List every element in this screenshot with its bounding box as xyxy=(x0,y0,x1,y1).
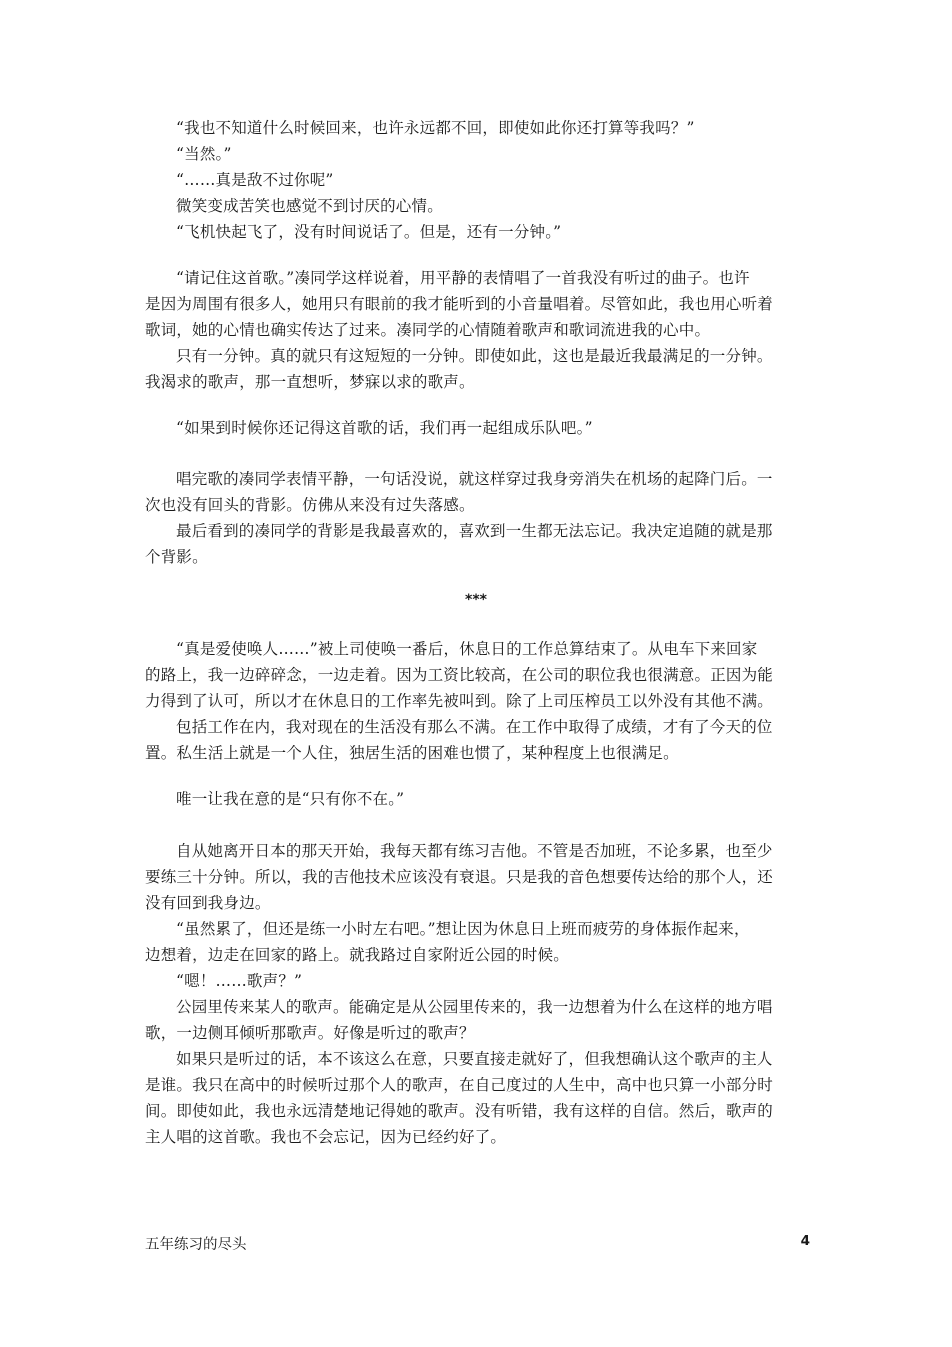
paragraph-line: 歌，一边侧耳倾听那歌声。好像是听过的歌声？ xyxy=(145,1024,475,1042)
paragraph-line: 歌词，她的心情也确实传达了过来。凑同学的心情随着歌声和歌词流进我的心中。 xyxy=(145,321,711,339)
paragraph-line: 个背影。 xyxy=(145,548,208,566)
paragraph-line: 主人唱的这首歌。我也不会忘记，因为已经约好了。 xyxy=(145,1128,507,1146)
paragraph-line: 间。即使如此，我也永远清楚地记得她的歌声。没有听错，我有这样的自信。然后，歌声的 xyxy=(145,1102,774,1120)
paragraph-line: “……真是敌不过你呢” xyxy=(176,171,334,189)
paragraph-line: 只有一分钟。真的就只有这短短的一分钟。即使如此，这也是最近我最满足的一分钟。 xyxy=(176,347,773,365)
paragraph-line: 最后看到的凑同学的背影是我最喜欢的，喜欢到一生都无法忘记。我决定追随的就是那 xyxy=(176,522,773,540)
paragraph-line: “飞机快起飞了，没有时间说话了。但是，还有一分钟。” xyxy=(176,223,562,241)
paragraph-line: 置。私生活上就是一个人住，独居生活的困难也惯了，某种程度上也很满足。 xyxy=(145,744,679,762)
paragraph-line: “真是爱使唤人……”被上司使唤一番后，休息日的工作总算结束了。从电车下来回家 xyxy=(176,640,758,658)
paragraph-line: 包括工作在内，我对现在的生活没有那么不满。在工作中取得了成绩，才有了今天的位 xyxy=(176,718,773,736)
paragraph-line: 边想着，边走在回家的路上。就我路过自家附近公园的时候。 xyxy=(145,946,569,964)
paragraph-line: 公园里传来某人的歌声。能确定是从公园里传来的，我一边想着为什么在这样的地方唱 xyxy=(176,998,773,1016)
paragraph-line: “嗯！……歌声？” xyxy=(176,972,303,990)
paragraph-line: 我渴求的歌声，那一直想听，梦寐以求的歌声。 xyxy=(145,373,475,391)
paragraph-line: 自从她离开日本的那天开始，我每天都有练习吉他。不管是否加班，不论多累，也至少 xyxy=(176,842,773,860)
paragraph-line: 力得到了认可，所以才在休息日的工作率先被叫到。除了上司压榨员工以外没有其他不满。 xyxy=(145,692,774,710)
paragraph-line: 次也没有回头的背影。仿佛从来没有过失落感。 xyxy=(145,496,475,514)
paragraph-line: “虽然累了，但还是练一小时左右吧。”想让因为休息日上班而疲劳的身体振作起来， xyxy=(176,920,750,938)
paragraph-line: 要练三十分钟。所以，我的吉他技术应该没有衰退。只是我的音色想要传达给的那个人，还 xyxy=(145,868,774,886)
paragraph-line: 如果只是听过的话，本不该这么在意，只要直接走就好了，但我想确认这个歌声的主人 xyxy=(176,1050,773,1068)
section-separator: *** xyxy=(465,592,487,608)
paragraph-line: 没有回到我身边。 xyxy=(145,894,271,912)
page-number: 4 xyxy=(800,1233,810,1249)
paragraph-line: 是谁。我只在高中的时候听过那个人的歌声，在自己度过的人生中，高中也只算一小部分时 xyxy=(145,1076,774,1094)
footer-book-title: 五年练习的尽头 xyxy=(145,1237,247,1253)
paragraph-line: 是因为周围有很多人，她用只有眼前的我才能听到的小音量唱着。尽管如此，我也用心听着 xyxy=(145,295,774,313)
paragraph-line: 的路上，我一边碎碎念，一边走着。因为工资比较高，在公司的职位我也很满意。正因为能 xyxy=(145,666,774,684)
paragraph-line: 唱完歌的凑同学表情平静，一句话没说，就这样穿过我身旁消失在机场的起降门后。一 xyxy=(176,470,773,488)
paragraph-line: 微笑变成苦笑也感觉不到讨厌的心情。 xyxy=(176,197,443,215)
paragraph-line: “我也不知道什么时候回来，也许永远都不回，即使如此你还打算等我吗？” xyxy=(176,119,695,137)
paragraph-line: 唯一让我在意的是“只有你不在。” xyxy=(176,790,405,808)
paragraph-line: “如果到时候你还记得这首歌的话，我们再一起组成乐队吧。” xyxy=(176,419,593,437)
paragraph-line: “当然。” xyxy=(176,145,232,163)
paragraph-line: “请记住这首歌。”凑同学这样说着，用平静的表情唱了一首我没有听过的曲子。也许 xyxy=(176,269,750,287)
